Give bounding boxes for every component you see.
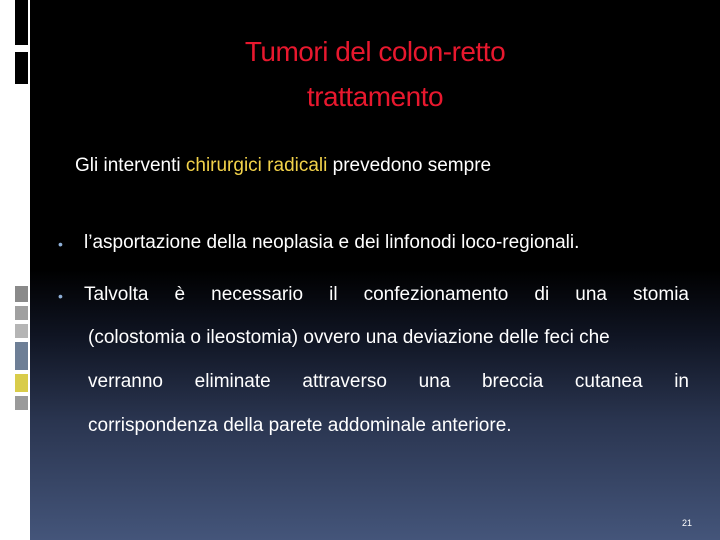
bullet-2-line-3: verranno eliminate attraverso una breccia cutanea in — [88, 371, 689, 392]
intro-before: Gli interventi — [75, 155, 186, 176]
bullet-2-line-2: (colostomia o ileostomia) ovvero una deviazione delle feci che — [88, 327, 610, 348]
left-decorative-bar — [0, 0, 30, 540]
decor-block-gray-3 — [15, 324, 28, 338]
bullet-marker-2: • — [58, 288, 63, 304]
slide-title-line2: trattamento — [306, 81, 444, 112]
page-number: 21 — [682, 518, 693, 528]
bullet-marker-1: • — [58, 236, 63, 252]
decor-block-gray-4 — [15, 396, 28, 410]
intro-after: prevedono sempre — [327, 155, 492, 176]
bullet-2-line-4: corrispondenza della parete addominale anteriore. — [88, 415, 512, 436]
bullet-1-line-1: l’asportazione della neoplasia e dei linfonodi loco-regionali. — [84, 232, 580, 253]
decor-block-black-1 — [15, 0, 28, 45]
intro-highlight: chirurgici radicali — [185, 155, 328, 176]
decor-block-black-2 — [15, 52, 28, 84]
bullet-2-line-1: Talvolta è necessario il confezionamento di una stomia — [84, 284, 689, 305]
slide-title-line1: Tumori del colon-retto — [244, 36, 506, 67]
slide-content — [30, 0, 720, 540]
decor-block-gray-2 — [15, 306, 28, 320]
intro-text — [75, 153, 491, 179]
decor-block-yellow — [15, 374, 28, 392]
decor-block-gray-1 — [15, 286, 28, 302]
decor-block-blue-gray — [15, 342, 28, 370]
